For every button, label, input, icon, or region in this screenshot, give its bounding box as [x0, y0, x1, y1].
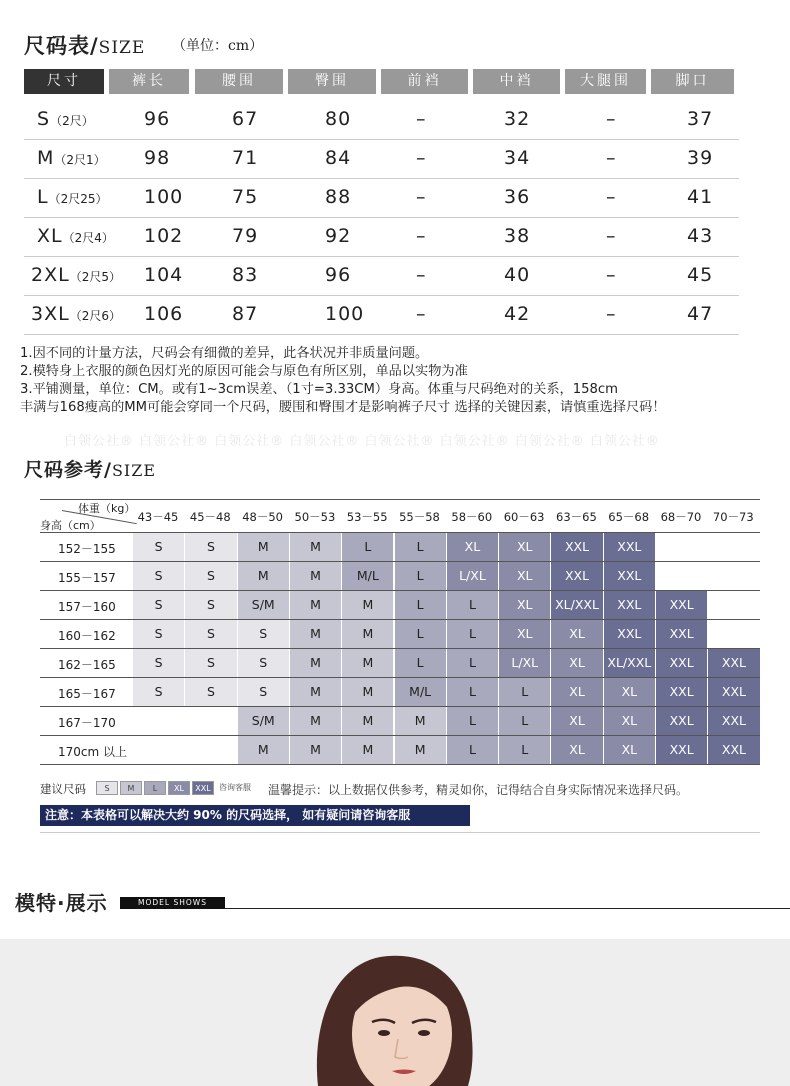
- model-show-title: 模特·展示: [15, 891, 108, 915]
- size-name: 3XL: [31, 303, 70, 325]
- size-value: 37: [687, 108, 714, 130]
- size-value: 80: [325, 108, 352, 130]
- size-chi-note: （2尺5）: [69, 270, 121, 284]
- hint-text: 温馨提示：以上数据仅供参考，精灵如你，记得结合自身实际情况来选择尺码。: [268, 783, 689, 797]
- size-ref-cell: M/L: [342, 562, 393, 590]
- size-ref-cell: S: [133, 620, 184, 648]
- size-ref-cell: S: [185, 562, 236, 590]
- size-value: 38: [504, 225, 531, 247]
- size-ref-cell: M: [342, 736, 393, 764]
- size-ref-cell: S: [185, 533, 236, 561]
- weight-header: 70－73: [712, 510, 754, 524]
- size-header-cell: 尺寸: [24, 69, 104, 94]
- size-ref-cell: S: [185, 620, 236, 648]
- size-ref-cell: XXL: [551, 533, 602, 561]
- size-ref-cell: XXL: [656, 620, 707, 648]
- size-value: 47: [687, 303, 714, 325]
- size-ref-cell: XXL: [656, 736, 707, 764]
- weight-header: 43－45: [137, 510, 179, 524]
- size-ref-cell: L: [395, 591, 446, 619]
- note-line: 1.因不同的计量方法，尺码会有细微的差异，此各状况并非质量问题。: [20, 346, 429, 361]
- size-label: [37, 186, 108, 208]
- size-ref-title-en: SIZE: [111, 461, 157, 480]
- size-ref-title: 尺码参考/SIZE: [24, 459, 157, 481]
- size-ref-cell: XL: [447, 533, 498, 561]
- size-table-title: 尺码表/SIZE: [24, 34, 146, 58]
- size-value: 40: [504, 264, 531, 286]
- size-value: 32: [504, 108, 531, 130]
- note-line: 丰满与168瘦高的MM可能会穿同一个尺码，腰围和臀围才是影响裤子尺寸 选择的关键因素，请慎重选择尺码！: [20, 400, 666, 415]
- size-ref-cell: M: [290, 707, 341, 735]
- size-value: 88: [325, 186, 352, 208]
- weight-header: 63－65: [556, 510, 597, 524]
- size-header-cell: 前裆: [381, 69, 468, 94]
- size-ref-cell: L: [447, 678, 498, 706]
- size-value: –: [606, 108, 617, 130]
- size-ref-cell: S: [133, 678, 184, 706]
- size-name: 2XL: [31, 264, 70, 286]
- height-header: 160－162: [58, 629, 116, 643]
- corner-height-label: 身高（cm）: [40, 519, 101, 532]
- size-ref-cell: XXL: [604, 533, 655, 561]
- size-notes: [20, 345, 666, 417]
- size-ref-cell: M: [395, 707, 446, 735]
- corner-weight-label: 体重（kg）: [78, 502, 136, 515]
- size-ref-cell: L: [447, 736, 498, 764]
- height-header: 170cm 以上: [58, 745, 128, 759]
- size-value: –: [606, 264, 617, 286]
- size-ref-cell: S/M: [238, 591, 289, 619]
- divider: [40, 832, 760, 833]
- size-value: 41: [687, 186, 714, 208]
- height-header: 157－160: [58, 600, 116, 614]
- size-ref-cell: [133, 736, 184, 764]
- size-ref-cell: M: [290, 678, 341, 706]
- ref-row-rule: [40, 764, 760, 765]
- size-ref-cell: L: [499, 707, 550, 735]
- size-value: 100: [325, 303, 365, 325]
- height-header: 165－167: [58, 687, 116, 701]
- size-ref-cell: L: [447, 620, 498, 648]
- size-ref-cell: M: [290, 620, 341, 648]
- size-ref-cell: XXL: [708, 707, 759, 735]
- size-ref-cell: L: [395, 562, 446, 590]
- size-ref-cell: XXL: [604, 591, 655, 619]
- size-ref-cell: XXL: [708, 678, 759, 706]
- size-ref-cell: XXL: [708, 649, 759, 677]
- size-ref-cell: [656, 562, 707, 590]
- size-ref-cell: S: [185, 678, 236, 706]
- legend-swatch: 咨询客服: [216, 781, 254, 795]
- size-ref-cell: [708, 620, 759, 648]
- size-name: XL: [37, 225, 63, 247]
- size-ref-cell: XL: [551, 736, 602, 764]
- size-ref-cell: L: [395, 533, 446, 561]
- size-ref-cell: M: [342, 649, 393, 677]
- size-ref-cell: S: [238, 620, 289, 648]
- size-ref-cell: L: [395, 620, 446, 648]
- weight-header: 48－50: [242, 510, 283, 524]
- note-line: 2.模特身上衣服的颜色因灯光的原因可能会与原色有所区别，单品以实物为准: [20, 364, 468, 379]
- size-value: –: [416, 147, 427, 169]
- size-ref-cell: M: [342, 591, 393, 619]
- size-ref-cell: L: [395, 649, 446, 677]
- size-ref-cell: M: [395, 736, 446, 764]
- size-name: S: [37, 108, 51, 130]
- size-ref-cell: XL: [551, 649, 602, 677]
- size-ref-cell: M: [290, 562, 341, 590]
- legend-swatch: S: [96, 781, 118, 795]
- size-header-cell: 裤长: [109, 69, 189, 94]
- size-header-cell: 腰围: [195, 69, 283, 94]
- size-ref-cell: M: [342, 678, 393, 706]
- note-line: 3.平铺测量，单位：CM。或有1~3cm误差、（1寸=3.33CM）身高。体重与尺码绝对的关系，158cm: [20, 382, 618, 397]
- size-value: 106: [144, 303, 184, 325]
- size-row: [24, 139, 739, 179]
- size-row: [24, 217, 739, 257]
- size-value: 34: [504, 147, 531, 169]
- size-ref-cell: M: [238, 736, 289, 764]
- size-ref-cell: XXL: [656, 678, 707, 706]
- size-ref-cell: XL: [604, 678, 655, 706]
- model-photo: [0, 939, 790, 1086]
- size-ref-cell: XL: [499, 562, 550, 590]
- size-name: M: [37, 147, 55, 169]
- model-portrait-image: [0, 939, 790, 1086]
- size-header-cell: 大腿围: [565, 69, 646, 94]
- ref-top-rule: [40, 499, 760, 500]
- height-header: 167－170: [58, 716, 116, 730]
- size-value: 96: [325, 264, 352, 286]
- size-value: 36: [504, 186, 531, 208]
- size-value: –: [606, 303, 617, 325]
- size-ref-cell: S: [133, 533, 184, 561]
- size-value: 84: [325, 147, 352, 169]
- size-ref-cell: M: [290, 533, 341, 561]
- size-ref-cell: XXL: [604, 562, 655, 590]
- size-ref-cell: L: [447, 591, 498, 619]
- size-ref-cell: XXL: [656, 591, 707, 619]
- size-value: 71: [232, 147, 259, 169]
- size-ref-cell: L: [499, 736, 550, 764]
- size-value: 83: [232, 264, 259, 286]
- size-ref-cell: S/M: [238, 707, 289, 735]
- size-chi-note: （2尺25）: [48, 192, 108, 206]
- size-value: 102: [144, 225, 184, 247]
- size-value: 79: [232, 225, 259, 247]
- size-ref-cell: S: [185, 591, 236, 619]
- legend-label: 建议尺码: [40, 782, 86, 796]
- size-ref-cell: XL: [551, 707, 602, 735]
- size-value: 45: [687, 264, 714, 286]
- size-value: 104: [144, 264, 184, 286]
- size-ref-cell: M: [290, 736, 341, 764]
- size-ref-cell: XL/XXL: [604, 649, 655, 677]
- size-chi-note: （2尺4）: [62, 231, 114, 245]
- size-ref-cell: M: [290, 649, 341, 677]
- size-value: –: [606, 225, 617, 247]
- size-ref-cell: XL: [604, 707, 655, 735]
- size-header-cell: 臀围: [288, 69, 376, 94]
- size-row: [24, 295, 739, 335]
- size-label: [37, 147, 106, 169]
- size-value: –: [416, 225, 427, 247]
- size-table-title-en: SIZE: [98, 38, 146, 58]
- watermark: 白领公社® 白领公社® 白领公社® 白领公社® 白领公社® 白领公社® 白领公社® 白领公社®: [64, 434, 660, 449]
- height-header: 162－165: [58, 658, 116, 672]
- size-ref-cell: [185, 707, 236, 735]
- size-ref-cell: L: [447, 707, 498, 735]
- size-ref-cell: L/XL: [447, 562, 498, 590]
- size-ref-cell: XL: [604, 736, 655, 764]
- legend-swatch: XXL: [192, 781, 214, 795]
- size-ref-cell: S: [238, 649, 289, 677]
- size-row: [24, 100, 739, 140]
- size-value: –: [416, 108, 427, 130]
- size-ref-cell: M: [342, 620, 393, 648]
- size-value: 92: [325, 225, 352, 247]
- size-value: 87: [232, 303, 259, 325]
- size-value: 42: [504, 303, 531, 325]
- size-ref-cell: [185, 736, 236, 764]
- size-header-cell: 中裆: [473, 69, 560, 94]
- size-ref-cell: [708, 562, 759, 590]
- size-value: 43: [687, 225, 714, 247]
- size-ref-cell: L: [447, 649, 498, 677]
- size-table-unit: （单位：cm）: [172, 38, 264, 54]
- model-show-badge: MODEL SHOWS: [120, 897, 225, 909]
- size-chi-note: （2尺1）: [54, 153, 106, 167]
- size-ref-cell: XL: [499, 533, 550, 561]
- size-ref-cell: L/XL: [499, 649, 550, 677]
- size-value: 98: [144, 147, 171, 169]
- size-label: [31, 264, 121, 286]
- size-ref-cell: S: [238, 678, 289, 706]
- size-ref-cell: XXL: [604, 620, 655, 648]
- notice-banner: 注意：本表格可以解决大约 90% 的尺码选择， 如有疑问请咨询客服: [40, 805, 470, 826]
- height-header: 155－157: [58, 571, 116, 585]
- size-ref-cell: M: [342, 707, 393, 735]
- weight-header: 53－55: [346, 510, 388, 524]
- size-ref-cell: S: [133, 591, 184, 619]
- model-show-rule: [225, 908, 790, 909]
- size-ref-cell: XL: [499, 591, 550, 619]
- size-ref-cell: S: [185, 649, 236, 677]
- size-ref-cell: XL: [551, 620, 602, 648]
- size-ref-cell: S: [133, 649, 184, 677]
- height-header: 152－155: [58, 542, 116, 556]
- size-row: [24, 256, 739, 296]
- size-chi-note: （2尺6）: [69, 309, 121, 323]
- weight-header: 65－68: [608, 510, 650, 524]
- size-name: L: [37, 186, 49, 208]
- legend-swatch: M: [120, 781, 142, 795]
- size-row: [24, 178, 739, 218]
- size-value: 100: [144, 186, 184, 208]
- weight-header: 68－70: [660, 510, 702, 524]
- size-value: –: [416, 264, 427, 286]
- size-value: 67: [232, 108, 259, 130]
- size-ref-cell: M: [238, 533, 289, 561]
- size-ref-cell: M: [290, 591, 341, 619]
- size-ref-cell: [708, 591, 759, 619]
- size-chi-note: （2尺）: [50, 114, 94, 128]
- weight-header: 55－58: [399, 510, 440, 524]
- size-ref-cell: [656, 533, 707, 561]
- size-ref-cell: S: [133, 562, 184, 590]
- size-label: [37, 108, 94, 130]
- size-value: 75: [232, 186, 259, 208]
- size-ref-cell: [708, 533, 759, 561]
- size-ref-cell: XXL: [708, 736, 759, 764]
- legend-swatch: L: [144, 781, 166, 795]
- size-label: [37, 225, 114, 247]
- weight-header: 58－60: [451, 510, 493, 524]
- legend-swatch: XL: [168, 781, 190, 795]
- size-value: –: [416, 303, 427, 325]
- size-value: –: [416, 186, 427, 208]
- size-value: –: [606, 186, 617, 208]
- size-label: [31, 303, 121, 325]
- size-ref-cell: XL/XXL: [551, 591, 602, 619]
- size-value: 39: [687, 147, 714, 169]
- size-ref-cell: L: [342, 533, 393, 561]
- size-value: 96: [144, 108, 171, 130]
- size-ref-cell: XXL: [551, 562, 602, 590]
- size-ref-cell: XL: [551, 678, 602, 706]
- weight-header: 45－48: [189, 510, 231, 524]
- size-ref-cell: [133, 707, 184, 735]
- size-ref-cell: XXL: [656, 707, 707, 735]
- weight-header: 50－53: [294, 510, 336, 524]
- size-value: –: [606, 147, 617, 169]
- size-ref-cell: XL: [499, 620, 550, 648]
- size-ref-cell: L: [499, 678, 550, 706]
- size-ref-cell: M/L: [395, 678, 446, 706]
- size-ref-cell: XXL: [656, 649, 707, 677]
- size-ref-cell: M: [238, 562, 289, 590]
- weight-header: 60－63: [503, 510, 545, 524]
- size-header-cell: 脚口: [651, 69, 734, 94]
